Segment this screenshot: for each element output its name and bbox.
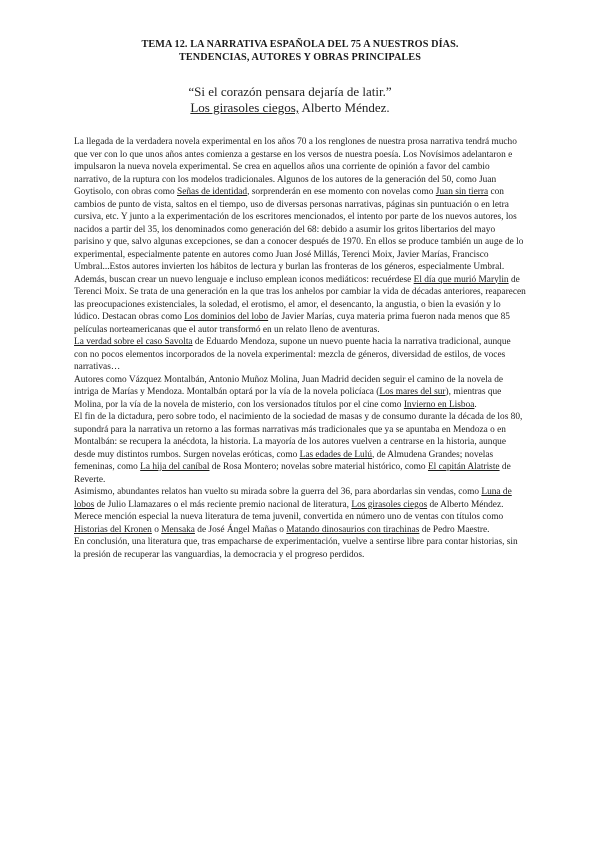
body-text: ), mientras que Molina, por la vía de la novela de misterio, con los versionados títulos por el cine como (74, 387, 502, 410)
work-title: Juan sin tierra (435, 187, 489, 197)
body-paragraph (74, 374, 526, 412)
work-title: La hija del caníbal (140, 462, 210, 472)
document-title-line-2: TENDENCIAS, AUTORES Y OBRAS PRINCIPALES (179, 52, 421, 63)
work-title: Matando dinosaurios con tirachinas (286, 524, 420, 535)
body-text: de Pedro Maestre. (419, 524, 490, 535)
work-title: Luna de lobos (74, 487, 512, 510)
body-paragraph (74, 536, 526, 561)
body-text: La llegada de la verdadera novela experimental en los años 70 a los renglones de nuestra prosa narrativa tendrá mucho que ver con lo que unos años antes comienza a gestarse en los versos de nuestra poesía. Los Novísimos adelantaron e impulsaron la nueva novela experimental. Se crea en aquellos años una corriente de opinión a favor del cambio narrativo, de la ruptura con los modelos tradicionales. Algunos de los autores de la generación del 50, como Juan Goytisolo, con obras como (74, 137, 517, 197)
body-paragraph (74, 486, 526, 511)
body-text: de Javier Marías, cuya materia prima fueron nada menos que 85 películas norteamericanas que el autor transformó en un relato lleno de aventuras. (74, 312, 510, 335)
work-title: El capitán Alatriste (427, 462, 500, 472)
body-text: En conclusión, una literatura que, tras empacharse de experimentación, vuelve a sentirse libre para contar historias, sin la presión de recuperar las vanguardias, la democracia y el progreso perdidos. (74, 537, 518, 560)
work-title: La verdad sobre el caso Savolta (74, 337, 193, 347)
work-title: El día que murió Marylin (413, 274, 509, 285)
work-title: Los mares del sur (379, 387, 446, 397)
body-paragraph (74, 411, 526, 486)
epigraph-attribution (0, 100, 580, 116)
epigraph-author: Alberto Méndez. (299, 100, 390, 115)
body-text: Autores como Vázquez Montalbán, Antonio Muñoz Molina, Juan Madrid deciden seguir el camino de la novela de intriga de Marías y Mendoza. Montalbán optará por la vía de la novela policíaca ( (74, 374, 504, 397)
work-title: Los girasoles ciegos (351, 499, 428, 510)
work-title: Los dominios del lobo (184, 312, 269, 322)
body-text: . (474, 399, 477, 410)
work-title: Señas de identidad (177, 187, 248, 197)
body-text: de Rosa Montero; novelas sobre material histórico, como (209, 462, 428, 472)
document-body (74, 136, 526, 561)
body-paragraph (74, 336, 526, 374)
epigraph-quote: “Si el corazón pensara dejaría de latir.” (188, 84, 392, 99)
work-title: Invierno en Lisboa (403, 399, 475, 410)
document-title-line-1: TEMA 12. LA NARRATIVA ESPAÑOLA DEL 75 A NUESTROS DÍAS. (141, 39, 459, 50)
epigraph (0, 84, 580, 116)
body-text: de José Ángel Mañas o (194, 524, 287, 535)
body-paragraph (74, 136, 526, 336)
body-paragraph (74, 511, 526, 536)
work-title: Historias del Kronen (74, 524, 152, 535)
work-title: Mensaka (161, 524, 195, 535)
body-text: , de Almudena Grandes; novelas femeninas, como (74, 449, 494, 472)
body-text: El fin de la dictadura, pero sobre todo, el nacimiento de la sociedad de masas y de consumo durante la década de los 80, supondrá para la narrativa un retorno a las formas narrativas más tradicionales que ya se apuntaba en Mendoza o en Montalbán: se recupera la anécdota, la historia. La mayoría de los autores vuelven a centrarse en la historia, aunque desde muy distintos rumbos. Surgen novelas eróticas, como (74, 412, 523, 460)
body-text: de Eduardo Mendoza, supone un nuevo puente hacia la narrativa tradicional, aunque con no pocos elementos incorporados de la novela experimental: mezcla de géneros, diversidad de estilos, de voces narrativas… (74, 337, 511, 372)
body-text: de Reverte. (74, 462, 511, 485)
body-text: de Alberto Méndez. (427, 499, 504, 510)
body-text: de Julio Llamazares o el más reciente premio nacional de literatura, (94, 499, 352, 510)
body-text: Merece mención especial la nueva literatura de tema juvenil, convertida en número uno de ventas con títulos como (74, 512, 504, 522)
body-text: , sorprenderán en ese momento con novelas como (247, 187, 436, 197)
epigraph-book-title: Los girasoles ciegos, (190, 100, 300, 115)
body-text: Asimismo, abundantes relatos han vuelto su mirada sobre la guerra del 36, para abordarlas sin vendas, como (74, 487, 482, 497)
body-text: de Terenci Moix. Se trata de una generación en la que tras los anhelos por cambiar la vida de décadas anteriores, reaparecen las preocupaciones existenciales, la soledad, el erotismo, el amor, el desencanto, la angustia, o bien la evasión y lo lúdico. Destacan obras como (74, 274, 526, 322)
body-text: con cambios de punto de vista, saltos en el tiempo, uso de diversas personas narrativas, páginas sin puntuación o en letra cursiva, etc. Y junto a la experimentación de los escritores mencionados, el intento por parte de los nuevos autores, los nacidos a partir del 35, los denominados como generación del 68: debido a asumir los gritos libertarios del mayo parisino y que, salvo algunas excepciones, se dan a conocer después de 1970. En ellos se produce también un auge de lo experimental, especialmente patente en autores como Juan José Millás, Terenci Moix, Javier Marías, Francisco Umbral...Estos autores invierten los hábitos de lectura y burlan las fronteras de los géneros, especialmente Umbral. Además, buscan crear un nuevo lenguaje e incluso emplean iconos mediáticos: recuérdese (74, 187, 524, 285)
work-title: Las edades de Lulú (299, 449, 372, 460)
body-text: o (151, 524, 162, 535)
